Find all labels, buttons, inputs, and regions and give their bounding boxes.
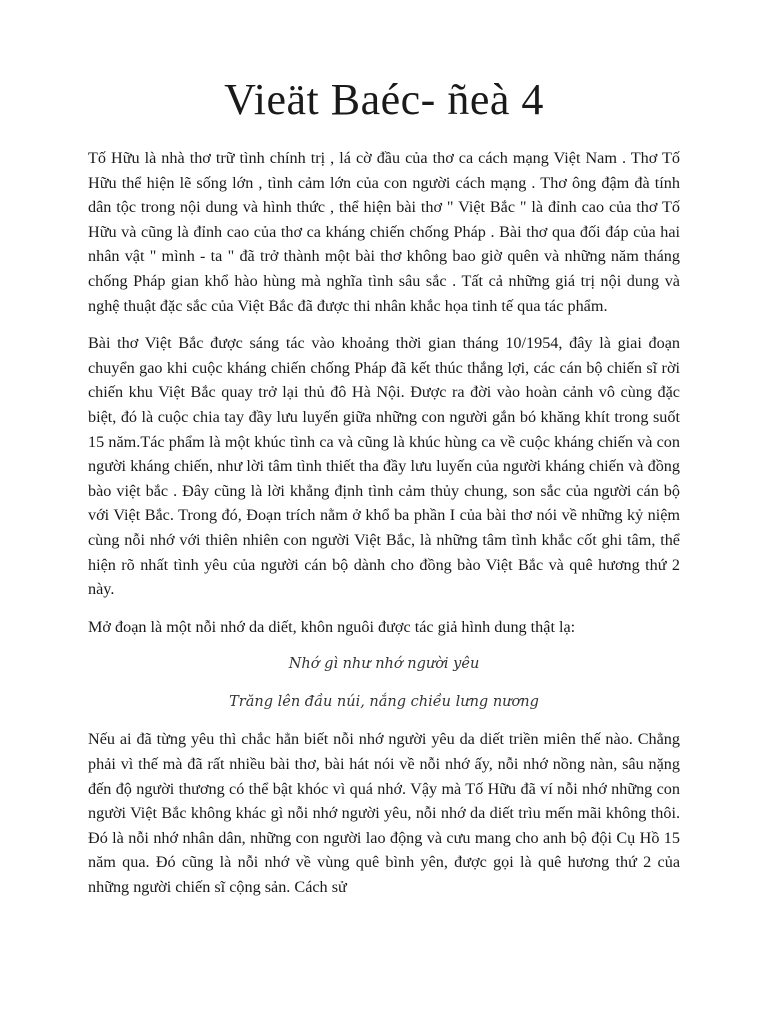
paragraph-intro: Tố Hữu là nhà thơ trữ tình chính trị , lá cờ đầu của thơ ca cách mạng Việt Nam . Thơ Tố Hữu thể hiện lẽ sống lớn , tình cảm lớn của con người cách mạng . Thơ ông đậm đà tính dân tộc trong nội dung và hình thức , thể hiện bài thơ " Việt Bắc " là đỉnh cao của thơ Tố Hữu và cũng là đỉnh cao của thơ ca kháng chiến chống Pháp . Bài thơ qua đối đáp của hai nhân vật " mình - ta " đã trở thành một bài thơ không bao giờ quên và những năm tháng chống Pháp gian khổ hào hùng mà nghĩa tình sâu sắc . Tất cả những giá trị nội dung và nghệ thuật đặc sắc của Việt Bắc đã được thi nhân khắc họa tinh tế qua tác phẩm. (88, 149, 680, 315)
document-body (88, 146, 680, 913)
paragraph-opening: Mở đoạn là một nỗi nhớ da diết, khôn nguôi được tác giả hình dung thật lạ: (88, 617, 576, 636)
document-title: Vieät Baéc- ñeà 4 (224, 75, 544, 124)
paragraph-context: Bài thơ Việt Bắc được sáng tác vào khoảng thời gian tháng 10/1954, đây là giai đoạn chuyển gao khi cuộc kháng chiến chống Pháp đã kết thúc thắng lợi, các cán bộ chiến sĩ rời chiến khu Việt Bắc quay trở lại thủ đô Hà Nội. Được ra đời vào hoàn cảnh vô cùng đặc biệt, đó là cuộc chia tay đầy lưu luyến giữa những con người gắn bó khăng khít trong suốt 15 năm.Tác phẩm là một khúc tình ca và cũng là khúc hùng ca về cuộc kháng chiến và con người kháng chiến, như lời tâm tình thiết tha đầy lưu luyến của người kháng chiến và đồng bào việt bắc . Đây cũng là lời khẳng định tình cảm thủy chung, son sắc của người cán bộ với Việt Bắc. Trong đó, Đoạn trích nằm ở khổ ba phần I của bài thơ nói về những kỷ niệm cùng nỗi nhớ với thiên nhiên con người Việt Bắc, là những tâm tình khắc cốt ghi tâm, thể hiện rõ nhất tình yêu của người cán bộ dành cho đồng bào Việt Bắc và quê hương thứ 2 này. (88, 334, 680, 599)
verse-line-2: Trăng lên đầu núi, nắng chiều lưng nương (229, 693, 539, 710)
verse-line-1: Nhớ gì như nhớ người yêu (288, 656, 480, 673)
paragraph-analysis: Nếu ai đã từng yêu thì chắc hẳn biết nỗi nhớ người yêu da diết triền miên thế nào. Chẳng phải vì thế mà đã rất nhiều bài thơ, bài hát nói về nỗi nhớ ấy, nỗi nhớ nồng nàn, sâu nặng đến độ người thương có thể bật khóc vì quá nhớ. Vậy mà Tố Hữu đã ví nỗi nhớ những con người Việt Bắc không khác gì nỗi nhớ người yêu, nỗi nhớ da diết trìu mến mãi không thôi. Đó là nỗi nhớ nhân dân, những con người lao động và cưu mang cho anh bộ đội Cụ Hồ 15 năm qua. Đó cũng là nỗi nhớ về vùng quê bình yên, được gọi là quê hương thứ 2 của những người chiến sĩ cộng sản. Cách sử (88, 730, 680, 897)
